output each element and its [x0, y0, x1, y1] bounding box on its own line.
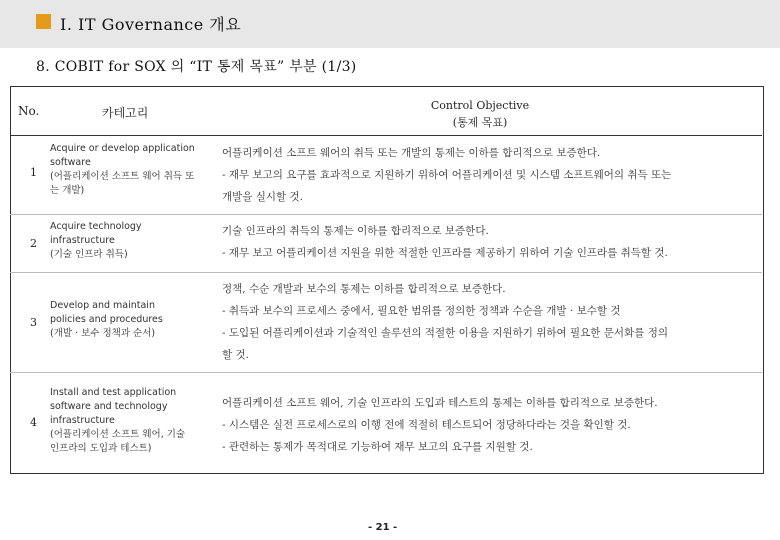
column-header-objective [420, 97, 540, 131]
header-divider [10, 135, 762, 136]
row-category: Acquire or develop application software (어플리케이션 소프트 웨어 취득 또 는 개발) [50, 143, 195, 196]
row-objective: 어플리케이션 소프트 웨어, 기술 인프라의 도입과 테스트의 통제는 이하를 합리적으로 보증한다. - 시스템은 실전 프로세스로의 이행 전에 적절히 테스트되어 정당하다라는 것을 확인할 것. - 관련하는 통제가 목적대로 기능하여 재무 보고의 요구를 지원할 것. [222, 397, 658, 453]
row-objective: 어플리케이션 소프트 웨어의 취득 또는 개발의 통제는 이하를 합리적으로 보증한다. - 재무 보고의 요구를 효과적으로 지원하기 위하여 어플리케이션 및 시스템 소프트웨어의 취득 또는 개발을 실시할 것. [222, 147, 672, 203]
row-number: 4 [30, 416, 37, 429]
row-divider [10, 214, 762, 215]
row-category: Acquire technology infrastructure (기술 인프라 취득) [50, 221, 142, 260]
row-number: 1 [30, 166, 37, 179]
row-divider [10, 272, 762, 273]
row-number: 3 [30, 316, 37, 329]
column-header-no: No. [18, 104, 40, 118]
row-objective: 기술 인프라의 취득의 통제는 이하를 합리적으로 보증한다. - 재무 보고 어플리케이션 지원을 위한 적절한 인프라를 제공하기 위하여 기술 인프라를 취득할 것. [222, 225, 668, 259]
column-header-objective-en: Control Objective [430, 99, 530, 112]
row-objective: 정책, 수순 개발과 보수의 통제는 이하를 합리적으로 보증한다. - 취득과 보수의 프로세스 중에서, 필요한 범위를 정의한 정책과 수순을 개발 · 보수할 것 - 도입된 어플리케이션과 기술적인 솔루션의 적절한 이용을 지원하기 위하여 필요한 문서화를 정의 할 것. [222, 283, 668, 361]
slide-subtitle: 8. COBIT for SOX 의 “IT 통제 목표” 부분 (1/3) [36, 59, 357, 75]
section-title: Ⅰ. IT Governance 개요 [60, 15, 242, 34]
column-header-objective-ko: (통제 목표) [452, 116, 508, 129]
row-number: 2 [30, 237, 37, 250]
column-header-category: 카테고리 [102, 106, 149, 120]
page-number: - 21 - [368, 522, 398, 533]
row-category: Develop and maintain policies and procedures (개발 · 보수 정책과 순서) [50, 300, 163, 339]
section-marker-icon [36, 14, 51, 29]
row-divider [10, 372, 762, 373]
row-category: Install and test application software and technology infrastructure (어플리케이션 소프트 웨어, 기술 인프라의 도입과 테스트) [50, 387, 186, 454]
